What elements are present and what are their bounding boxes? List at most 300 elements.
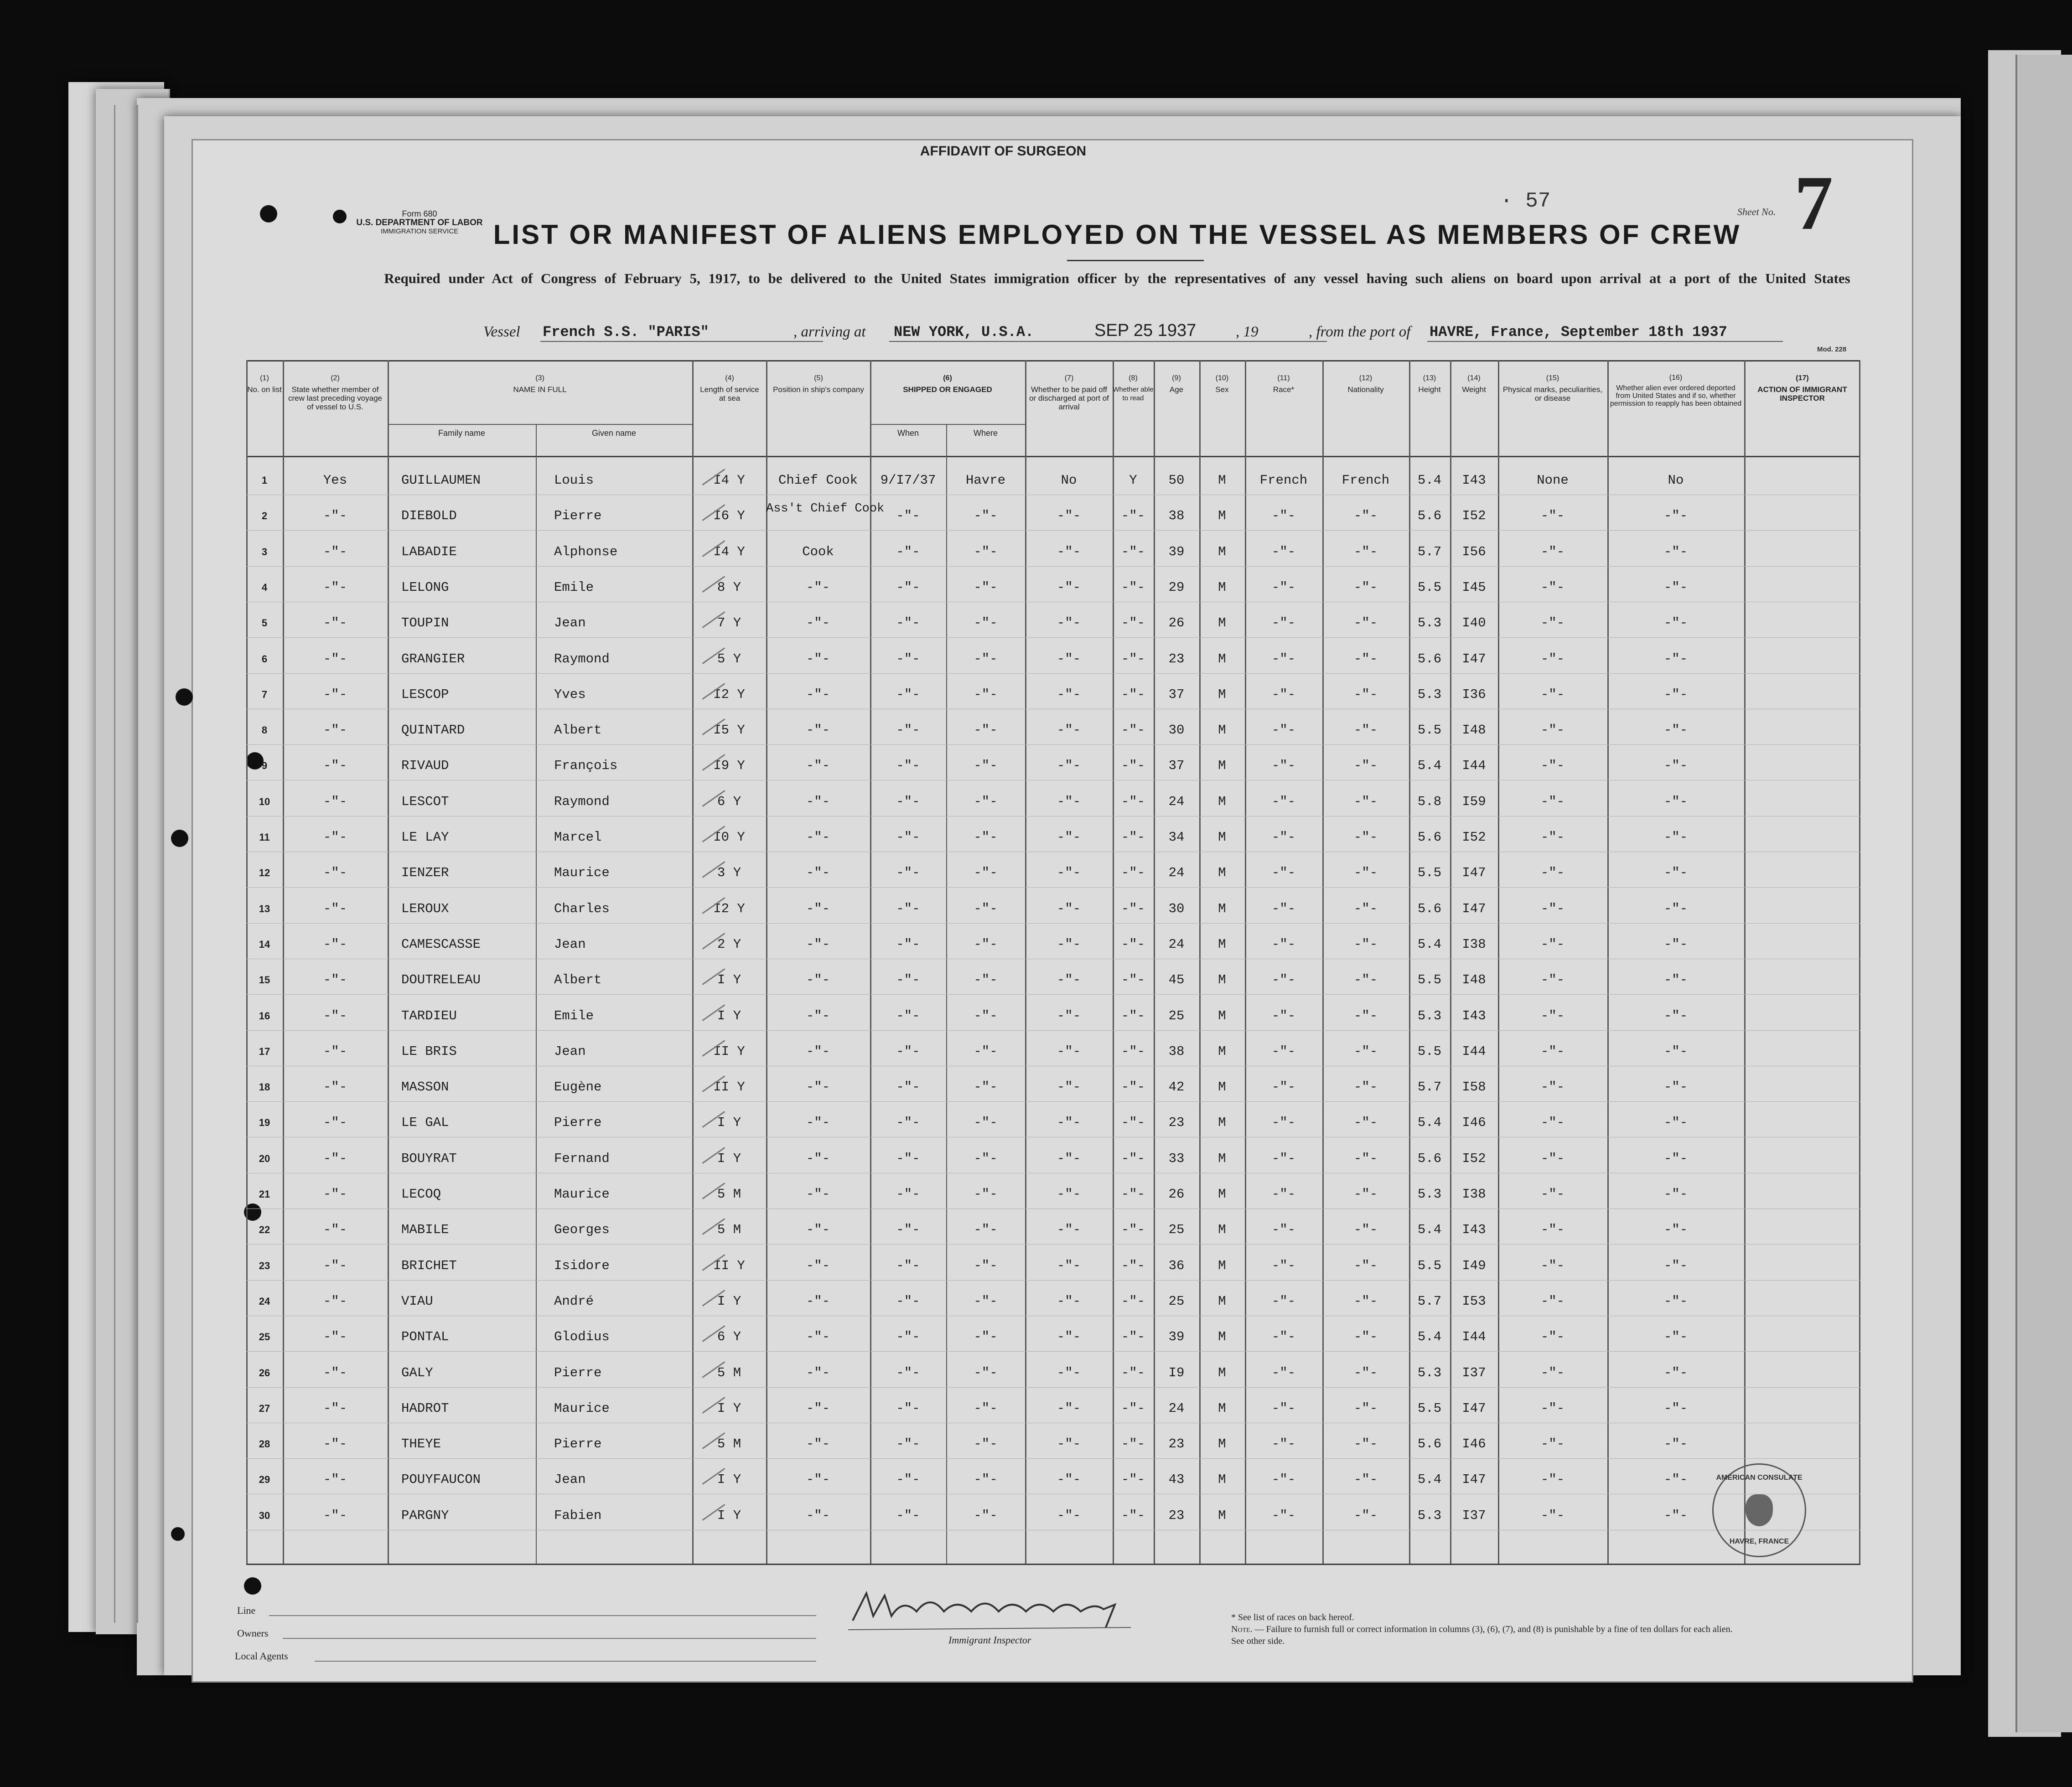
cell-family: LEROUX — [401, 901, 449, 916]
cell-deported: -"- — [1663, 1436, 1688, 1452]
page-title: LIST OR MANIFEST OF ALIENS EMPLOYED ON THE VESSEL AS MEMBERS OF CREW — [493, 219, 1741, 250]
cell-position: -"- — [806, 758, 830, 774]
cell-no: 30 — [259, 1509, 270, 1521]
cell-nat: -"- — [1353, 1187, 1378, 1202]
cell-marks: -"- — [1540, 1008, 1565, 1023]
cell-paid: -"- — [1057, 1293, 1081, 1309]
cell-age: 39 — [1168, 544, 1185, 559]
cell-deported: -"- — [1663, 1365, 1688, 1380]
cell-service: II Y — [713, 1043, 745, 1059]
cell-where: -"- — [974, 1472, 998, 1487]
cell-weight: I56 — [1462, 544, 1486, 559]
cell-where: -"- — [974, 830, 998, 845]
cell-service: 5 M — [717, 1187, 741, 1202]
cell-nat: -"- — [1353, 615, 1378, 631]
cell-where: -"- — [974, 687, 998, 702]
punch-hole — [260, 205, 277, 222]
cell-sex: M — [1218, 687, 1226, 702]
header-nationality: (12) Nationality — [1347, 374, 1384, 394]
cell-when: -"- — [896, 1400, 920, 1416]
cell-age: 30 — [1168, 901, 1185, 916]
cell-height: 5.4 — [1417, 936, 1442, 952]
cell-prev: -"- — [323, 830, 347, 845]
cell-age: 39 — [1168, 1329, 1185, 1345]
cell-marks: -"- — [1540, 687, 1565, 702]
cell-nat: -"- — [1353, 1472, 1378, 1487]
cell-marks: -"- — [1540, 651, 1565, 666]
cell-where: -"- — [974, 1365, 998, 1380]
cell-race: -"- — [1271, 1043, 1296, 1059]
cell-read: -"- — [1121, 1365, 1145, 1380]
table-row — [246, 605, 1860, 641]
cell-height: 5.5 — [1417, 1258, 1442, 1273]
cell-deported: -"- — [1663, 1187, 1688, 1202]
cell-height: 5.6 — [1417, 508, 1442, 524]
cell-nat: -"- — [1353, 1079, 1378, 1095]
header-no: (1) No. on list — [247, 374, 282, 394]
cell-position: Chief Cook — [778, 473, 858, 488]
cell-read: -"- — [1121, 579, 1145, 595]
cell-service: 5 M — [717, 1365, 741, 1380]
cell-read: -"- — [1121, 615, 1145, 631]
cell-sex: M — [1218, 901, 1226, 916]
cell-no: 17 — [259, 1045, 270, 1057]
cell-when: -"- — [896, 1151, 920, 1166]
cell-where: -"- — [974, 651, 998, 666]
cell-marks: -"- — [1540, 615, 1565, 631]
cell-marks: -"- — [1540, 972, 1565, 988]
cell-nat: -"- — [1353, 936, 1378, 952]
vessel-name: French S.S. "PARIS" — [543, 324, 709, 341]
cell-sex: M — [1218, 972, 1226, 988]
cell-marks: -"- — [1540, 936, 1565, 952]
cell-family: RIVAUD — [401, 758, 449, 774]
cell-sex: M — [1218, 615, 1226, 631]
cell-service: 2 Y — [717, 936, 741, 952]
cell-height: 5.3 — [1417, 687, 1442, 702]
cell-no: 24 — [259, 1295, 270, 1307]
cell-height: 5.7 — [1417, 544, 1442, 559]
cell-race: French — [1259, 473, 1308, 488]
cell-race: -"- — [1271, 758, 1296, 774]
table-row — [246, 1248, 1860, 1284]
cell-when: -"- — [896, 1258, 920, 1273]
cell-race: -"- — [1271, 651, 1296, 666]
page-crease — [114, 105, 115, 1623]
cell-height: 5.3 — [1417, 1008, 1442, 1023]
cell-prev: -"- — [323, 1258, 347, 1273]
table-row — [246, 998, 1860, 1034]
cell-given: Jean — [554, 1472, 586, 1487]
cell-sex: M — [1218, 508, 1226, 524]
cell-position: -"- — [806, 1222, 830, 1238]
cell-read: -"- — [1121, 1258, 1145, 1273]
cell-when: -"- — [896, 1008, 920, 1023]
cell-weight: I52 — [1462, 1151, 1486, 1166]
cell-prev: -"- — [323, 544, 347, 559]
cell-weight: I38 — [1462, 936, 1486, 952]
cell-sex: M — [1218, 544, 1226, 559]
table-row — [246, 820, 1860, 855]
cell-read: -"- — [1121, 651, 1145, 666]
cell-weight: I44 — [1462, 1329, 1486, 1345]
table-row — [246, 713, 1860, 748]
cell-no: 19 — [259, 1117, 270, 1129]
cell-height: 5.8 — [1417, 794, 1442, 809]
cell-nat: -"- — [1353, 1151, 1378, 1166]
cell-no: 1 — [261, 475, 268, 486]
cell-read: -"- — [1121, 794, 1145, 809]
cell-race: -"- — [1271, 1079, 1296, 1095]
cell-given: Albert — [554, 972, 602, 988]
table-row — [246, 570, 1860, 605]
table-row — [246, 962, 1860, 998]
cell-given: Louis — [554, 473, 594, 488]
header-deported: (16) Whether alien ever ordered deported from United States and if so, whether permission to reapply has been obtained — [1610, 374, 1742, 408]
cell-prev: -"- — [323, 972, 347, 988]
cell-read: -"- — [1121, 723, 1145, 738]
cell-race: -"- — [1271, 1436, 1296, 1452]
cell-height: 5.6 — [1417, 830, 1442, 845]
cell-read: -"- — [1121, 1079, 1145, 1095]
cell-age: 25 — [1168, 1222, 1185, 1238]
cell-race: -"- — [1271, 615, 1296, 631]
crew-manifest-table — [246, 360, 1860, 1605]
header-position: (5) Position in ship's company — [773, 374, 864, 394]
cell-race: -"- — [1271, 1293, 1296, 1309]
cell-service: I Y — [717, 1508, 741, 1523]
header-shipped: (6) SHIPPED OR ENGAGED — [903, 374, 992, 394]
cell-where: -"- — [974, 1079, 998, 1095]
cell-family: DIEBOLD — [401, 508, 457, 524]
cell-sex: M — [1218, 1293, 1226, 1309]
cell-weight: I47 — [1462, 901, 1486, 916]
cell-age: 29 — [1168, 579, 1185, 595]
cell-family: TARDIEU — [401, 1008, 457, 1023]
cell-prev: -"- — [323, 1508, 347, 1523]
cell-height: 5.6 — [1417, 1436, 1442, 1452]
cell-when: -"- — [896, 1472, 920, 1487]
cell-weight: I49 — [1462, 1258, 1486, 1273]
cell-race: -"- — [1271, 972, 1296, 988]
cell-race: -"- — [1271, 1115, 1296, 1131]
cell-no: 11 — [259, 832, 270, 843]
cell-age: 23 — [1168, 1508, 1185, 1523]
cell-paid: -"- — [1057, 1365, 1081, 1380]
header-name: (3) NAME IN FULL — [513, 374, 567, 394]
header-previous-voyage: (2) State whether member of crew last preceding voyage of vessel to U.S. — [288, 374, 382, 411]
cell-sex: M — [1218, 1436, 1226, 1452]
cell-weight: I38 — [1462, 1187, 1486, 1202]
cell-when: -"- — [896, 1079, 920, 1095]
cell-read: -"- — [1121, 1008, 1145, 1023]
sheet-label: Sheet No. — [1737, 206, 1776, 217]
seal-top-text: AMERICAN CONSULATE — [1716, 1474, 1803, 1482]
cell-nat: -"- — [1353, 794, 1378, 809]
header-paid-off: (7) Whether to be paid off or discharged at port of arrival — [1029, 374, 1109, 411]
cell-no: 16 — [259, 1010, 270, 1022]
cell-weight: I43 — [1462, 1008, 1486, 1023]
cell-deported: -"- — [1663, 865, 1688, 881]
cell-given: Pierre — [554, 1365, 602, 1380]
cell-read: Y — [1129, 473, 1137, 488]
cell-paid: -"- — [1057, 1008, 1081, 1023]
cell-when: -"- — [896, 1508, 920, 1523]
fill-line — [889, 341, 1327, 342]
cell-given: Emile — [554, 1008, 594, 1023]
cell-service: I4 Y — [713, 473, 745, 488]
cell-race: -"- — [1271, 1329, 1296, 1345]
cell-age: 37 — [1168, 758, 1185, 774]
cell-sex: M — [1218, 1329, 1226, 1345]
cell-nat: -"- — [1353, 758, 1378, 774]
owners-label: Owners — [237, 1627, 269, 1639]
cell-when: -"- — [896, 687, 920, 702]
fill-line — [269, 1615, 816, 1616]
cell-family: PARGNY — [401, 1508, 449, 1523]
cell-read: -"- — [1121, 830, 1145, 845]
cell-race: -"- — [1271, 1187, 1296, 1202]
header-length-of-service: (4) Length of service at sea — [700, 374, 759, 403]
footnote — [1231, 1611, 1733, 1647]
cell-sex: M — [1218, 651, 1226, 666]
cell-paid: -"- — [1057, 1043, 1081, 1059]
cell-no: 29 — [259, 1474, 270, 1486]
cell-no: 22 — [259, 1224, 270, 1236]
cell-deported: -"- — [1663, 1115, 1688, 1131]
table-row — [246, 1069, 1860, 1105]
cell-family: QUINTARD — [401, 723, 465, 738]
cell-nat: French — [1342, 473, 1390, 488]
cell-height: 5.4 — [1417, 1329, 1442, 1345]
cell-position: -"- — [806, 1258, 830, 1273]
cell-age: I9 — [1168, 1365, 1185, 1380]
cell-age: 24 — [1168, 1400, 1185, 1416]
cell-where: -"- — [974, 1258, 998, 1273]
cell-deported: -"- — [1663, 1400, 1688, 1416]
cell-nat: -"- — [1353, 1508, 1378, 1523]
cell-when: -"- — [896, 651, 920, 666]
cell-where: -"- — [974, 1043, 998, 1059]
cell-sex: M — [1218, 1400, 1226, 1416]
cell-deported: -"- — [1663, 758, 1688, 774]
cell-family: TOUPIN — [401, 615, 449, 631]
table-row — [246, 784, 1860, 820]
cell-age: 23 — [1168, 1436, 1185, 1452]
cell-position: -"- — [806, 1151, 830, 1166]
cell-deported: -"- — [1663, 651, 1688, 666]
cell-given: Alphonse — [554, 544, 618, 559]
cell-service: 5 M — [717, 1436, 741, 1452]
cell-weight: I47 — [1462, 1400, 1486, 1416]
cell-prev: -"- — [323, 1472, 347, 1487]
cell-given: André — [554, 1293, 594, 1309]
fill-line — [1427, 341, 1783, 342]
cell-nat: -"- — [1353, 1258, 1378, 1273]
shipped-subheader-rule — [870, 424, 1025, 425]
table-row — [246, 1034, 1860, 1069]
cell-service: I Y — [717, 1472, 741, 1487]
cell-height: 5.5 — [1417, 1043, 1442, 1059]
cell-height: 5.4 — [1417, 1222, 1442, 1238]
table-row — [246, 498, 1860, 534]
cell-where: -"- — [974, 1293, 998, 1309]
cell-read: -"- — [1121, 901, 1145, 916]
cell-marks: -"- — [1540, 1365, 1565, 1380]
cell-height: 5.4 — [1417, 758, 1442, 774]
cell-no: 12 — [259, 867, 270, 879]
cell-marks: -"- — [1540, 1293, 1565, 1309]
cell-nat: -"- — [1353, 901, 1378, 916]
cell-when: -"- — [896, 901, 920, 916]
cell-paid: -"- — [1057, 794, 1081, 809]
cell-when: -"- — [896, 830, 920, 845]
cell-deported: -"- — [1663, 1258, 1688, 1273]
cell-no: 6 — [261, 653, 268, 665]
cell-where: -"- — [974, 794, 998, 809]
cell-family: IENZER — [401, 865, 449, 881]
cell-height: 5.6 — [1417, 1151, 1442, 1166]
table-row — [246, 1212, 1860, 1248]
cell-read: -"- — [1121, 1151, 1145, 1166]
cell-paid: -"- — [1057, 1472, 1081, 1487]
cell-deported: -"- — [1663, 1151, 1688, 1166]
cell-when: -"- — [896, 1365, 920, 1380]
cell-position: -"- — [806, 1079, 830, 1095]
cell-sex: M — [1218, 1472, 1226, 1487]
affidavit-heading: AFFIDAVIT OF SURGEON — [920, 144, 1087, 159]
cell-marks: -"- — [1540, 1187, 1565, 1202]
table-row — [246, 677, 1860, 713]
inspector-signature — [848, 1584, 1131, 1634]
cell-paid: -"- — [1057, 579, 1081, 595]
service-name: IMMIGRATION SERVICE — [380, 227, 459, 235]
cell-height: 5.5 — [1417, 579, 1442, 595]
cell-position: -"- — [806, 1508, 830, 1523]
cell-sex: M — [1218, 1508, 1226, 1523]
cell-race: -"- — [1271, 687, 1296, 702]
cell-deported: -"- — [1663, 544, 1688, 559]
cell-marks: None — [1537, 473, 1569, 488]
cell-service: I Y — [717, 972, 741, 988]
cell-paid: No — [1061, 473, 1077, 488]
cell-when: -"- — [896, 1293, 920, 1309]
cell-no: 26 — [259, 1367, 270, 1379]
cell-where: -"- — [974, 1436, 998, 1452]
cell-given: Jean — [554, 936, 586, 952]
cell-sex: M — [1218, 794, 1226, 809]
cell-race: -"- — [1271, 508, 1296, 524]
cell-service: II Y — [713, 1079, 745, 1095]
cell-given: Maurice — [554, 1400, 610, 1416]
cell-paid: -"- — [1057, 1329, 1081, 1345]
cell-given: Maurice — [554, 1187, 610, 1202]
cell-read: -"- — [1121, 1115, 1145, 1131]
cell-no: 23 — [259, 1260, 270, 1271]
cell-position: -"- — [806, 1293, 830, 1309]
note-text: — Failure to furnish full or correct information in columns (3), (6), (7), and (8) is punishable by a fine of ten dollars for each alien. See other side. — [1231, 1624, 1733, 1646]
cell-marks: -"- — [1540, 1115, 1565, 1131]
cell-position: -"- — [806, 1329, 830, 1345]
cell-nat: -"- — [1353, 687, 1378, 702]
cell-given: Eugène — [554, 1079, 602, 1095]
cell-given: Jean — [554, 1043, 586, 1059]
cell-family: GRANGIER — [401, 651, 465, 666]
cell-prev: -"- — [323, 1008, 347, 1023]
punch-hole — [171, 830, 188, 847]
consulate-seal — [1712, 1463, 1806, 1557]
cell-nat: -"- — [1353, 1365, 1378, 1380]
cell-deported: -"- — [1663, 901, 1688, 916]
cell-when: -"- — [896, 794, 920, 809]
cell-marks: -"- — [1540, 865, 1565, 881]
cell-age: 42 — [1168, 1079, 1185, 1095]
cell-marks: -"- — [1540, 508, 1565, 524]
cell-race: -"- — [1271, 794, 1296, 809]
cell-family: PONTAL — [401, 1329, 449, 1345]
cell-marks: -"- — [1540, 1079, 1565, 1095]
cell-service: I Y — [717, 1115, 741, 1131]
cell-weight: I46 — [1462, 1436, 1486, 1452]
cell-nat: -"- — [1353, 1293, 1378, 1309]
cell-weight: I44 — [1462, 758, 1486, 774]
cell-sex: M — [1218, 865, 1226, 881]
table-row — [246, 1284, 1860, 1319]
cell-paid: -"- — [1057, 544, 1081, 559]
table-row — [246, 1105, 1860, 1141]
cell-sex: M — [1218, 1365, 1226, 1380]
cell-given: Maurice — [554, 865, 610, 881]
cell-nat: -"- — [1353, 1008, 1378, 1023]
header-weight: (14) Weight — [1462, 374, 1486, 394]
cell-deported: -"- — [1663, 972, 1688, 988]
cell-nat: -"- — [1353, 508, 1378, 524]
cell-age: 30 — [1168, 723, 1185, 738]
cell-sex: M — [1218, 1043, 1226, 1059]
cell-deported: -"- — [1663, 723, 1688, 738]
cell-paid: -"- — [1057, 901, 1081, 916]
cell-read: -"- — [1121, 865, 1145, 881]
arriving-label: , arriving at — [793, 324, 866, 340]
vessel-label: Vessel — [483, 324, 520, 340]
cell-given: Yves — [554, 687, 586, 702]
cell-given: Charles — [554, 901, 610, 916]
cell-service: I6 Y — [713, 508, 745, 524]
cell-position: -"- — [806, 579, 830, 595]
cell-no: 14 — [259, 938, 270, 950]
from-label: , from the port of — [1309, 324, 1411, 340]
page-stamp: · 57 — [1500, 189, 1551, 213]
header-physical-marks: (15) Physical marks, peculiarities, or disease — [1502, 374, 1603, 403]
cell-age: 43 — [1168, 1472, 1185, 1487]
cell-family: BOUYRAT — [401, 1151, 457, 1166]
cell-family: HADROT — [401, 1400, 449, 1416]
page-edge — [2015, 55, 2072, 1732]
punch-hole — [176, 688, 193, 706]
cell-nat: -"- — [1353, 1043, 1378, 1059]
cell-read: -"- — [1121, 687, 1145, 702]
table-row — [246, 1426, 1860, 1462]
cell-service: I Y — [717, 1293, 741, 1309]
line-label: Line — [237, 1605, 256, 1616]
cell-paid: -"- — [1057, 1079, 1081, 1095]
cell-weight: I47 — [1462, 865, 1486, 881]
cell-when: -"- — [896, 615, 920, 631]
cell-where: -"- — [974, 508, 998, 524]
cell-sex: M — [1218, 1187, 1226, 1202]
cell-age: 24 — [1168, 936, 1185, 952]
cell-deported: -"- — [1663, 1508, 1688, 1523]
